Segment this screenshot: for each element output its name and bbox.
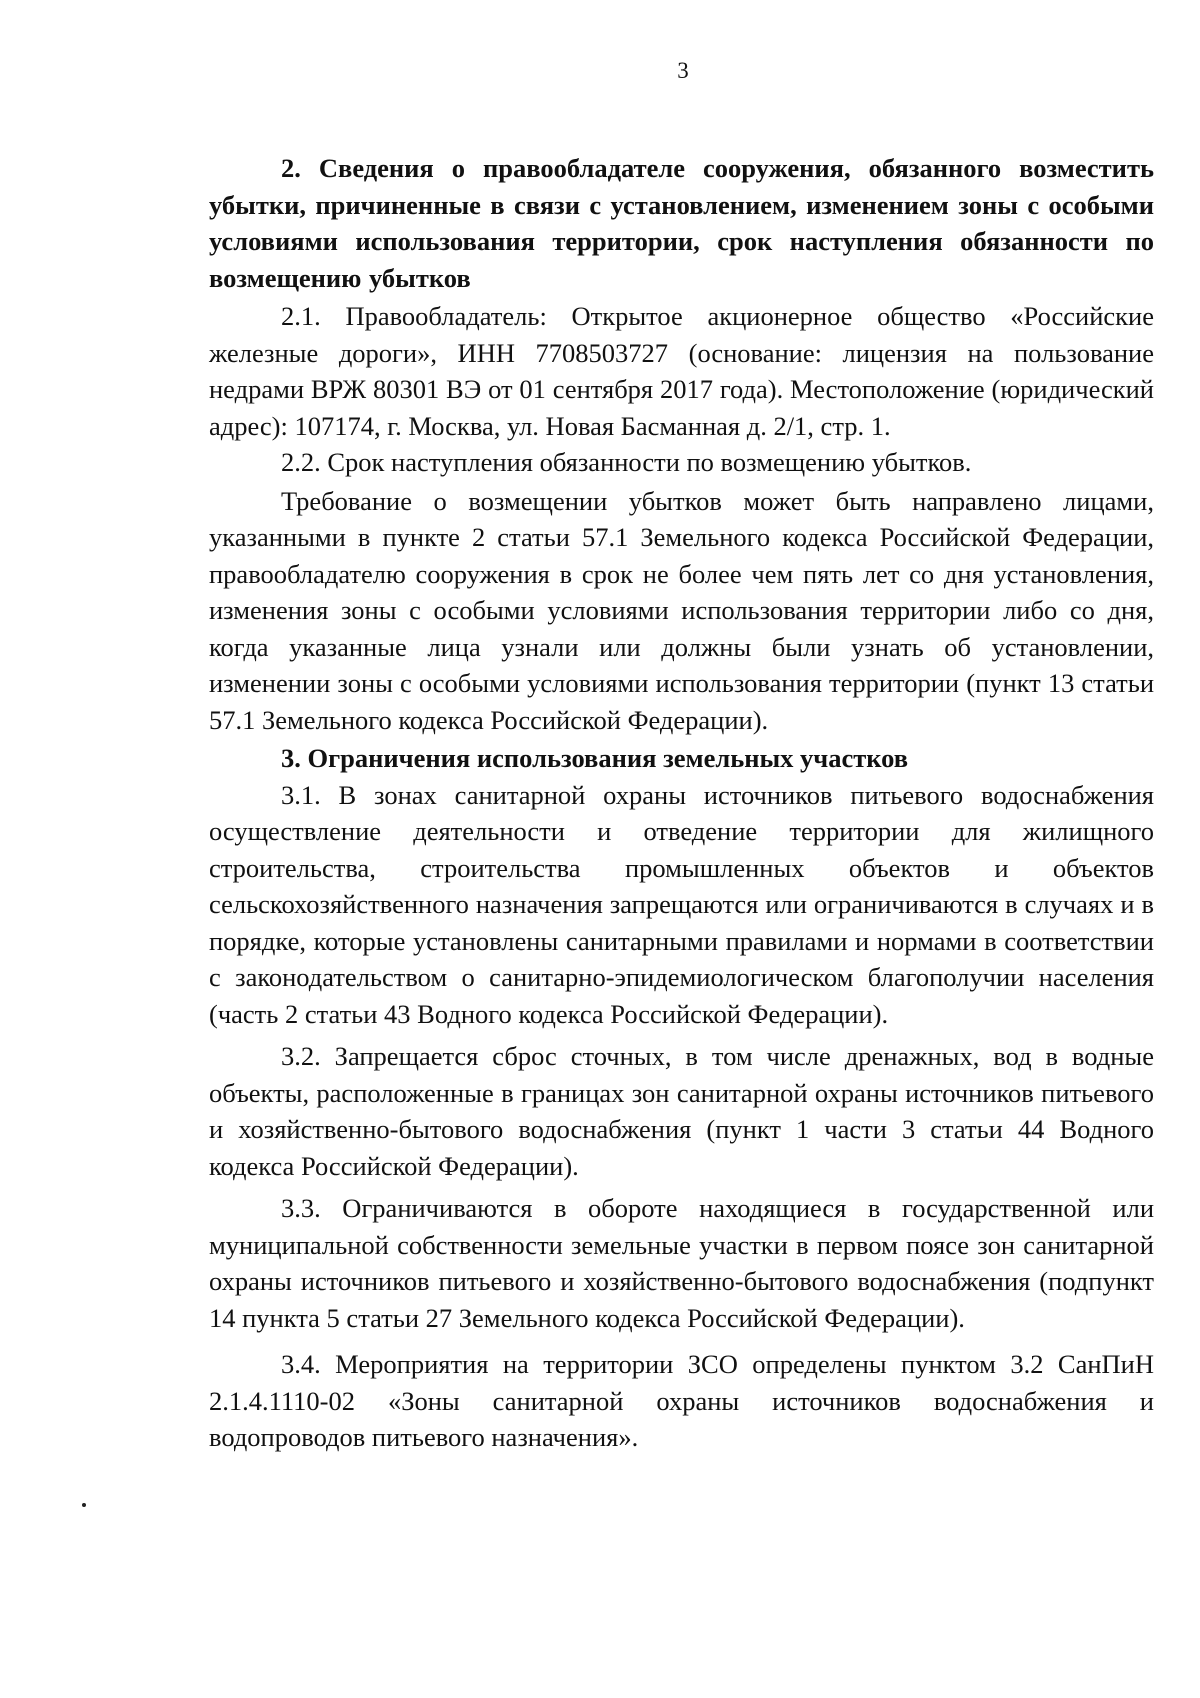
scan-speck <box>82 1503 86 1507</box>
section-3-heading: 3. Ограничения использования земельных участков <box>281 743 909 773</box>
paragraph-2-2-text: Требование о возмещении убытков может быть направлено лицами, указанными в пункте 2 статьи 57.1 Земельного кодекса Российской Федерации, правообладателю сооружения в срок не более чем пять лет со дня установления, изменения зоны с особыми условиями использования территории либо со дня, когда указанные лица узнали или должны были узнать об установлении, изменении зоны с особыми условиями использования территории (пункт 13 статьи 57.1 Земельного кодекса Российской Федерации). <box>209 485 1154 735</box>
paragraph-3-1: 3.1. В зонах санитарной охраны источников питьевого водоснабжения осуществление деятельности и отведение территории для жилищного строительства, строительства промышленных объектов и объектов сельскохозяйственного назначения запрещаются или ограничиваются в случаях и в порядке, которые установлены санитарными правилами и нормами в соответствии с законодательством о санитарно-эпидемиологическом благополучии населения (часть 2 статьи 43 Водного кодекса Российской Федерации). <box>209 779 1154 1029</box>
section-2-heading: 2. Сведения о правообладателе сооружения, обязанного возместить убытки, причиненные в связи с установлением, изменением зоны с особыми условиями использования территории, срок наступления обязанности по возмещению убытков <box>209 153 1154 293</box>
paragraph-2-2: 2.2. Срок наступления обязанности по возмещению убытков. <box>281 447 972 477</box>
paragraph-2-1: 2.1. Правообладатель: Открытое акционерное общество «Российские железные дороги», ИНН 7708503727 (основание: лицензия на пользование недрами ВРЖ 80301 ВЭ от 01 сентября 2017 года). Местоположение (юридический адрес): 107174, г. Москва, ул. Новая Басманная д. 2/1, стр. 1. <box>209 301 1154 441</box>
paragraph-3-4: 3.4. Мероприятия на территории ЗСО определены пунктом 3.2 СанПиН 2.1.4.1110-02 «Зоны санитарной охраны источников водоснабжения и водопроводов питьевого назначения». <box>209 1349 1154 1452</box>
paragraph-3-3: 3.3. Ограничиваются в обороте находящиеся в государственной или муниципальной собственности земельные участки в первом поясе зон санитарной охраны источников питьевого и хозяйственно-бытового водоснабжения (подпункт 14 пункта 5 статьи 27 Земельного кодекса Российской Федерации). <box>209 1193 1154 1333</box>
document-body <box>209 150 1154 1456</box>
paragraph-3-2: 3.2. Запрещается сброс сточных, в том числе дренажных, вод в водные объекты, расположенные в границах зон санитарной охраны источников питьевого и хозяйственно-бытового водоснабжения (пункт 1 части 3 статьи 44 Водного кодекса Российской Федерации). <box>209 1041 1154 1181</box>
page-number: 3 <box>677 58 689 83</box>
